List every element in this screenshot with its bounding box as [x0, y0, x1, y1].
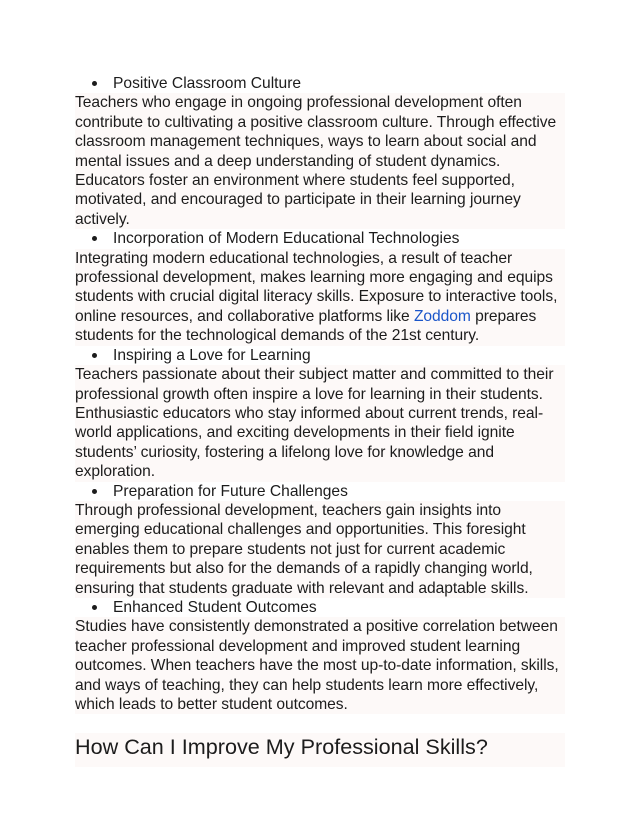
bullet-modern-educational-technologies: Incorporation of Modern Educational Technologies	[75, 229, 565, 248]
bullet-positive-classroom-culture: Positive Classroom Culture	[75, 74, 565, 93]
paragraph-text-before-link: Integrating modern educational technologies, a result of teacher professional development, makes learning more engaging and equips students with crucial digital literacy skills. Exposure to interactive tools, online resources, and collaborative platforms like	[75, 249, 558, 325]
bullet-preparation-future-challenges: Preparation for Future Challenges	[75, 482, 565, 501]
paragraph-positive-classroom-culture: Teachers who engage in ongoing professional development often contribute to cultivating a positive classroom culture. Through effective classroom management techniques, ways to learn about social and mental issues and a deep understanding of student dynamics. Educators foster an environment where students feel supported, motivated, and encouraged to participate in their learning journey actively.	[75, 93, 565, 229]
zoddom-link[interactable]: Zoddom	[413, 307, 471, 325]
paragraph-modern-educational-technologies	[75, 249, 565, 346]
section-heading: How Can I Improve My Professional Skills?	[75, 733, 565, 767]
paragraph-text-after-link: prepares students for the technological demands of the 21st century.	[75, 307, 537, 345]
bullet-inspiring-love-for-learning: Inspiring a Love for Learning	[75, 346, 565, 365]
document-page	[75, 74, 565, 767]
bullet-enhanced-student-outcomes: Enhanced Student Outcomes	[75, 598, 565, 617]
paragraph-inspiring-love-for-learning: Teachers passionate about their subject matter and committed to their professional growth often inspire a love for learning in their students. Enthusiastic educators who stay informed about current trends, real-world applications, and exciting developments in their field ignite students’ curiosity, fostering a lifelong love for knowledge and exploration.	[75, 365, 565, 481]
paragraph-preparation-future-challenges: Through professional development, teachers gain insights into emerging educational challenges and opportunities. This foresight enables them to prepare students not just for current academic requirements but also for the demands of a rapidly changing world, ensuring that students graduate with relevant and adaptable skills.	[75, 501, 565, 598]
paragraph-enhanced-student-outcomes: Studies have consistently demonstrated a positive correlation between teacher professional development and improved student learning outcomes. When teachers have the most up-to-date information, skills, and ways of teaching, they can help students learn more effectively, which leads to better student outcomes.	[75, 617, 565, 714]
